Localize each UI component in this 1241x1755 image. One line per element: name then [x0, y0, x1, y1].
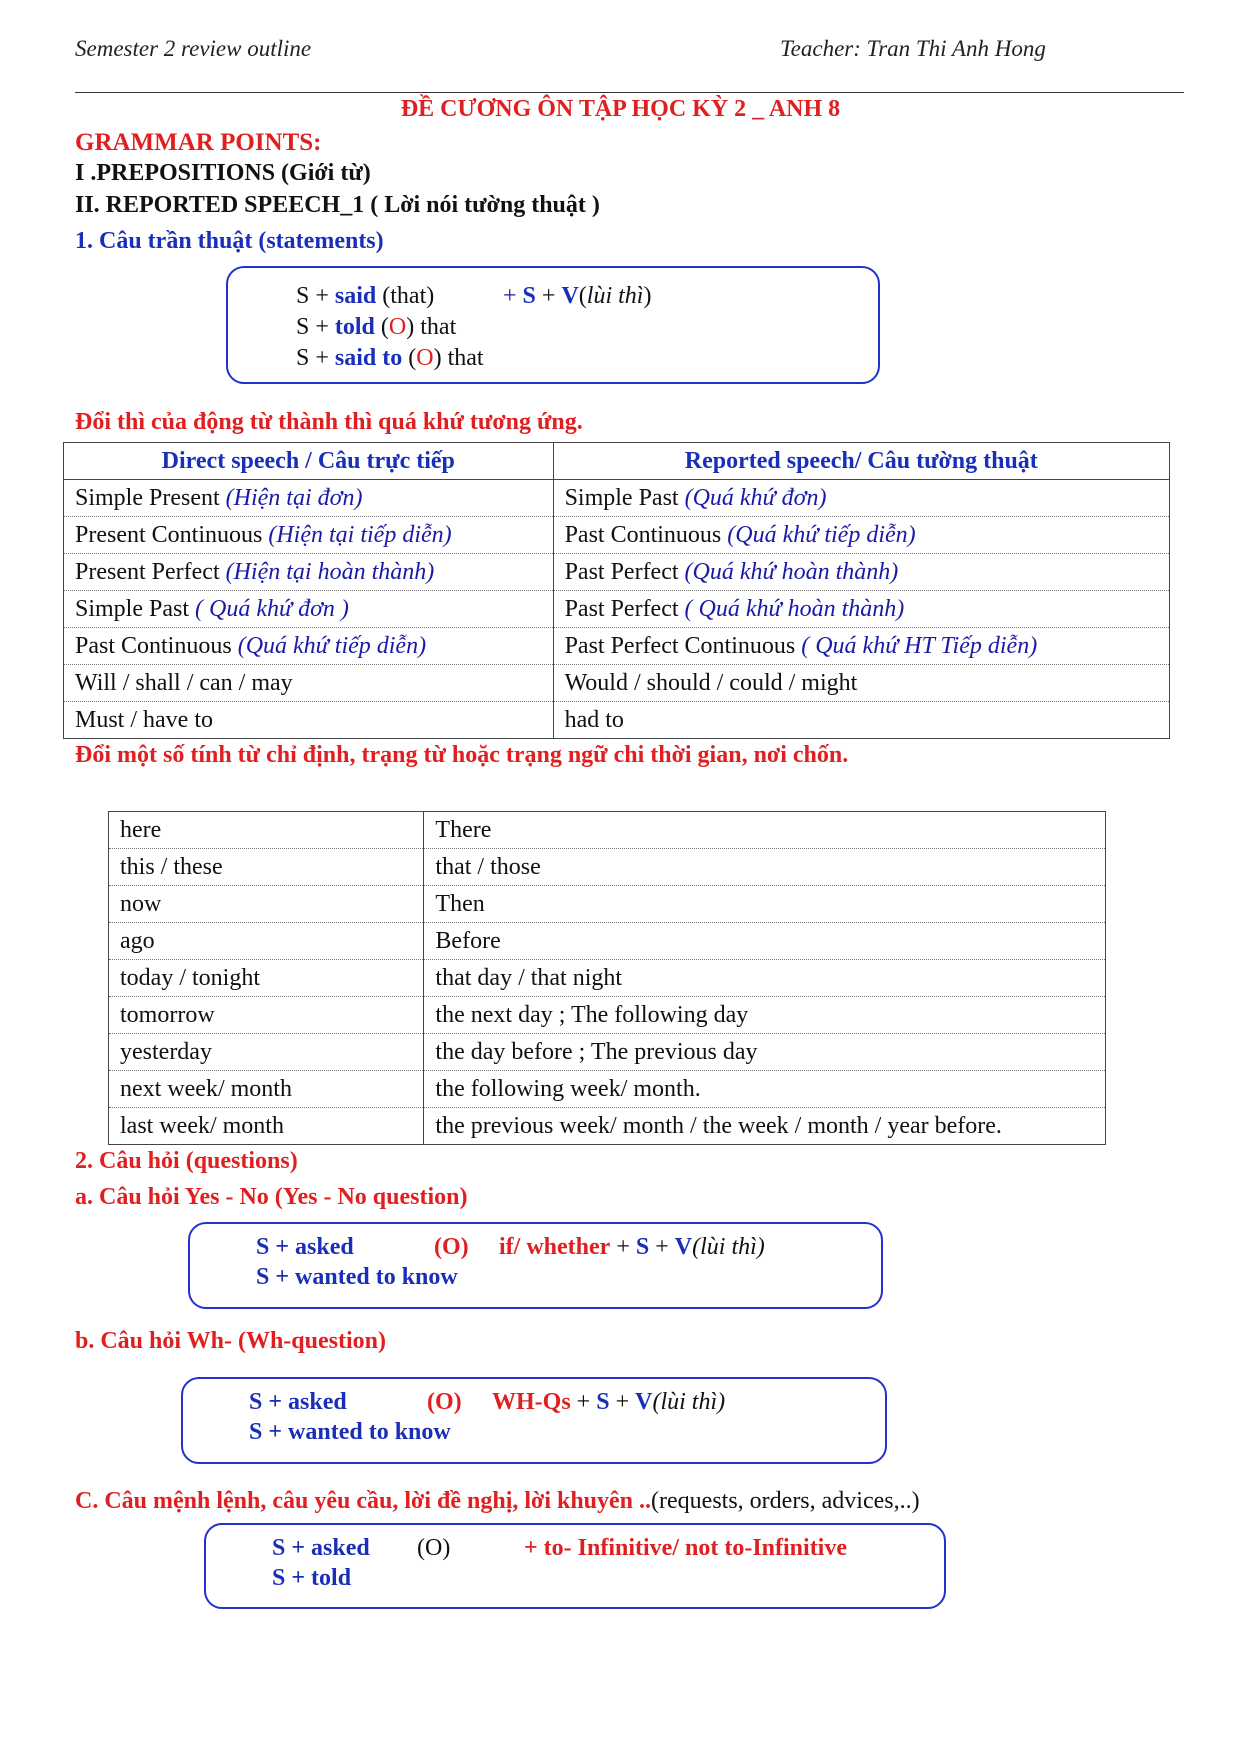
formula-line-said-to: S + said to (O) that — [296, 345, 484, 371]
table-row: Simple Past ( Quá khứ đơn ) Past Perfect ( Quá khứ hoàn thành) — [64, 591, 1170, 628]
yes-no-formula-box — [188, 1222, 883, 1309]
yes-no-question-heading: a. Câu hỏi Yes - No (Yes - No question) — [75, 1184, 468, 1210]
header-right: Teacher: Tran Thi Anh Hong — [780, 36, 1046, 61]
wh-line-wanted: S + wanted to know — [249, 1419, 451, 1445]
document-title: ĐỀ CƯƠNG ÔN TẬP HỌC KỲ 2 _ ANH 8 — [400, 96, 841, 122]
table-row: Simple Present (Hiện tại đơn) Simple Past (Quá khứ đơn) — [64, 480, 1170, 517]
commands-infinitive: + to- Infinitive/ not to-Infinitive — [524, 1535, 848, 1561]
tense-table — [63, 442, 1170, 739]
statements-formula-box — [226, 266, 880, 384]
wh-clause: WH-Qs + S + V(lùi thì) — [492, 1389, 726, 1415]
table-row: next week/ month the following week/ month. — [109, 1071, 1106, 1108]
table-row: Must / have to had to — [64, 702, 1170, 739]
table-row: last week/ month the previous week/ month / the week / month / year before. — [109, 1108, 1106, 1145]
table-row: tomorrow the next day ; The following day — [109, 997, 1106, 1034]
table-row: yesterday the day before ; The previous day — [109, 1034, 1106, 1071]
grammar-points-heading: GRAMMAR POINTS: — [75, 129, 322, 156]
formula-result: + S + V(lùi thì) — [503, 283, 652, 309]
table-row: today / tonight that day / that night — [109, 960, 1106, 997]
adverb-change-note: Đổi một số tính từ chỉ định, trạng từ hoặc trạng ngữ chi thời gian, nơi chốn. — [75, 742, 849, 768]
yes-no-clause: if/ whether + S + V(lùi thì) — [499, 1234, 765, 1260]
yes-no-object: (O) — [434, 1234, 469, 1260]
table-row: Will / shall / can / may Would / should / could / might — [64, 665, 1170, 702]
yes-no-line-wanted: S + wanted to know — [256, 1264, 458, 1290]
table-header-row — [64, 443, 1170, 480]
commands-object: (O) — [417, 1535, 451, 1561]
table-row: here There — [109, 812, 1106, 849]
commands-line-told: S + told — [272, 1565, 352, 1591]
reported-speech-header: Reported speech/ Câu tường thuật — [553, 443, 1169, 480]
table-row: Present Perfect (Hiện tại hoàn thành) Past Perfect (Quá khứ hoàn thành) — [64, 554, 1170, 591]
table-row: Past Continuous (Quá khứ tiếp diễn) Past Perfect Continuous ( Quá khứ HT Tiếp diễn) — [64, 628, 1170, 665]
tense-change-note: Đổi thì của động từ thành thì quá khứ tương ứng. — [75, 409, 583, 435]
wh-formula-box — [181, 1377, 887, 1464]
direct-speech-header: Direct speech / Câu trực tiếp — [64, 443, 554, 480]
wh-object: (O) — [427, 1389, 462, 1415]
commands-line-asked: S + asked — [272, 1535, 370, 1561]
questions-heading: 2. Câu hỏi (questions) — [75, 1148, 298, 1174]
section-reported-speech: II. REPORTED SPEECH_1 ( Lời nói tường thuật ) — [75, 192, 600, 218]
table-row: now Then — [109, 886, 1106, 923]
header-divider — [75, 92, 1184, 93]
statements-heading: 1. Câu trần thuật (statements) — [75, 228, 384, 254]
commands-heading: C. Câu mệnh lệnh, câu yêu cầu, lời đề nghị, lời khuyên ..(requests, orders, advices,..) — [75, 1488, 920, 1514]
header-left: Semester 2 review outline — [75, 36, 312, 61]
table-row: this / these that / those — [109, 849, 1106, 886]
wh-line-asked: S + asked — [249, 1389, 347, 1415]
formula-line-said: S + said (that) — [296, 283, 435, 309]
section-prepositions: I .PREPOSITIONS (Giới từ) — [75, 160, 371, 186]
yes-no-line-asked: S + asked — [256, 1234, 354, 1260]
table-row: Present Continuous (Hiện tại tiếp diễn) Past Continuous (Quá khứ tiếp diễn) — [64, 517, 1170, 554]
adverb-table — [108, 811, 1106, 1145]
table-row: ago Before — [109, 923, 1106, 960]
formula-line-told: S + told (O) that — [296, 314, 457, 340]
commands-formula-box — [204, 1523, 946, 1609]
wh-question-heading: b. Câu hỏi Wh- (Wh-question) — [75, 1328, 386, 1354]
